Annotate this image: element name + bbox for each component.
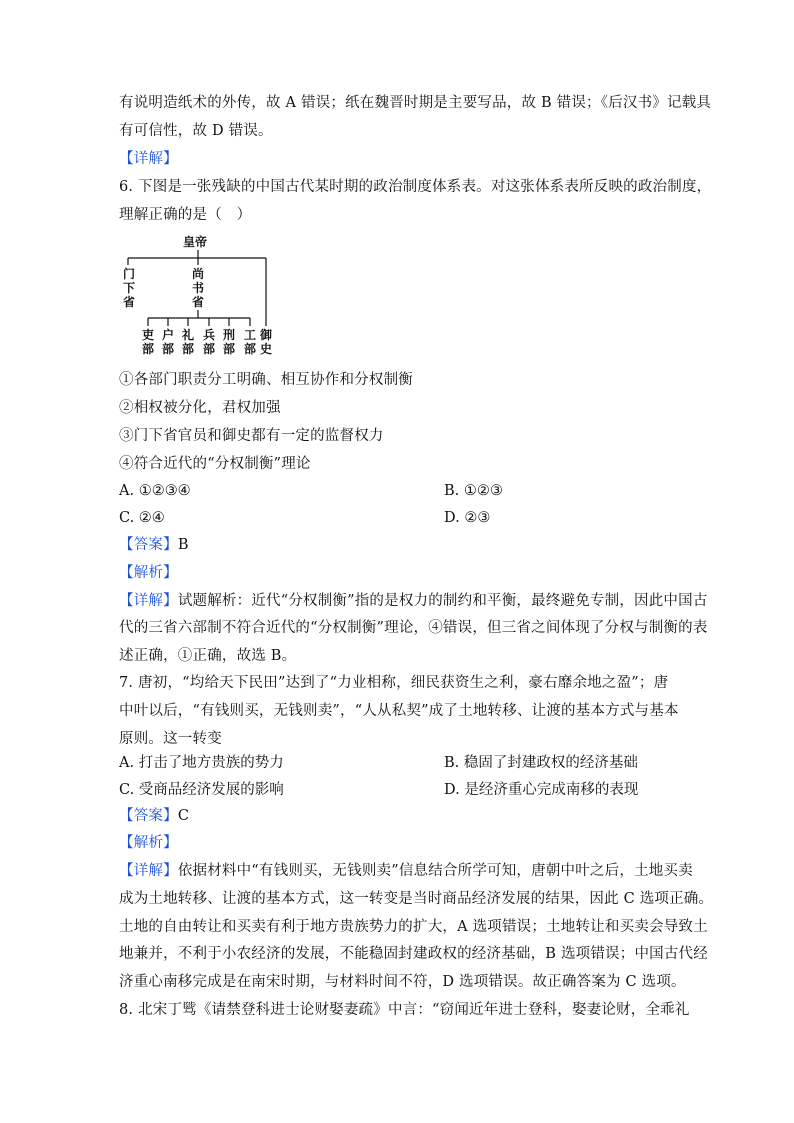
q7-option-c: C. 受商品经济发展的影响: [119, 782, 284, 798]
diagram-emperor-label: 皇帝: [183, 235, 208, 249]
q6-option-a: A. ①②③④: [119, 483, 191, 499]
q7-option-b: B. 稳固了封建政权的经济基础: [444, 755, 638, 771]
diagram-ministry-char: 工: [244, 328, 257, 342]
detail-tag: 【详解】: [119, 593, 178, 609]
analysis-tag: 【解析】: [119, 565, 178, 581]
statement-1: ①各部门职责分工明确、相互协作和分权制衡: [119, 372, 413, 388]
text-line: 有说明造纸术的外传，故 A 错误；纸在魏晋时期是主要写品，故 B 错误；《后汉书》记载具: [119, 95, 712, 111]
diagram-ministry-char: 户: [162, 328, 175, 342]
diagram-ministry-char: 部: [244, 342, 257, 356]
diagram-ministry-char: 部: [203, 342, 216, 356]
question-6-stem: 理解正确的是（ ）: [119, 207, 252, 223]
diagram-ministry-char: 兵: [203, 328, 216, 342]
q6-option-c: C. ②④: [119, 510, 165, 526]
question-7-stem: 中叶以后，“有钱则买，无钱则卖”，“人从私契”成了土地转移、让渡的基本方式与基本: [119, 703, 679, 719]
q7-detail: [119, 861, 693, 881]
statement-4: ④符合近代的“分权制衡”理论: [119, 456, 311, 472]
detail-text: 依据材料中“有钱则买，无钱则卖”信息结合所学可知，唐朝中叶之后，土地买卖: [177, 863, 693, 879]
diagram-ministry-char: 部: [182, 342, 195, 356]
diagram-ministry-char: 吏: [142, 328, 155, 342]
analysis-tag: 【解析】: [119, 835, 178, 851]
q7-option-d: D. 是经济重心完成南移的表现: [444, 782, 639, 798]
answer-value: B: [177, 537, 189, 553]
detail-tag: 【详解】: [119, 151, 178, 167]
diagram-menxia-char: 下: [123, 281, 136, 295]
question-7-stem: 7. 唐初，“均给天下民田”达到了“力业相称，细民获资生之利，豪右靡余地之盈”；唐: [119, 675, 669, 691]
question-6-stem: 6. 下图是一张残缺的中国古代某时期的政治制度体系表。对这张体系表所反映的政治制度，: [119, 179, 712, 195]
answer-tag: 【答案】: [119, 537, 178, 553]
diagram-ministry-char: 部: [223, 342, 236, 356]
answer-tag: 【答案】: [119, 808, 178, 824]
answer-value: C: [177, 808, 190, 824]
political-system-diagram: [121, 232, 281, 362]
q7-answer: [119, 806, 189, 826]
q6-option-d: D. ②③: [444, 510, 491, 526]
diagram-shangshu-char: 书: [192, 281, 205, 295]
text-line: 有可信性，故 D 错误。: [119, 123, 273, 139]
diagram-shangshu-char: 省: [192, 295, 205, 309]
diagram-yushi-char: 御: [260, 328, 273, 342]
statement-3: ③门下省官员和御史都有一定的监督权力: [119, 428, 384, 444]
q7-option-a: A. 打击了地方贵族的势力: [119, 755, 284, 771]
statement-2: ②相权被分化，君权加强: [119, 400, 281, 416]
q7-detail: 土地的自由转让和买卖有利于地方贵族势力的扩大，A 选项错误；土地转让和买卖会导致土: [119, 919, 708, 935]
q6-detail: 代的三省六部制不符合近代的“分权制衡”理论，④错误，但三省之间体现了分权与制衡的表: [119, 620, 708, 636]
diagram-yushi-char: 史: [260, 342, 273, 356]
q7-detail: 地兼并，不利于小农经济的发展，不能稳固封建政权的经济基础，B 选项错误；中国古代经: [119, 946, 708, 962]
q7-detail: 成为土地转移、让渡的基本方式，这一转变是当时商品经济发展的结果，因此 C 选项正确。: [119, 891, 714, 907]
diagram-shangshu-char: 尚: [192, 267, 205, 281]
diagram-ministry-char: 刑: [223, 328, 236, 342]
q6-detail: [119, 591, 708, 611]
diagram-ministry-char: 礼: [182, 328, 195, 342]
detail-text: 试题解析：近代“分权制衡”指的是权力的制约和平衡，最终避免专制，因此中国古: [177, 593, 708, 609]
q6-option-b: B. ①②③: [444, 483, 503, 499]
q7-detail: 济重心南移完成是在南宋时期，与材料时间不符，D 选项错误。故正确答案为 C 选项。: [119, 974, 686, 990]
diagram-menxia-char: 省: [123, 295, 136, 309]
question-7-stem: 原则。这一转变: [119, 731, 222, 747]
question-8-stem: 8. 北宋丁骘《请禁登科进士论财娶妻疏》中言：“窃闻近年进士登科，娶妻论财，全乖礼: [119, 1002, 690, 1018]
q6-answer: [119, 535, 189, 555]
diagram-menxia-char: 门: [123, 267, 136, 281]
detail-tag: 【详解】: [119, 863, 178, 879]
diagram-ministry-char: 部: [142, 342, 155, 356]
diagram-ministry-char: 部: [162, 342, 175, 356]
q6-detail: 述正确，①正确，故选 B。: [119, 648, 297, 664]
